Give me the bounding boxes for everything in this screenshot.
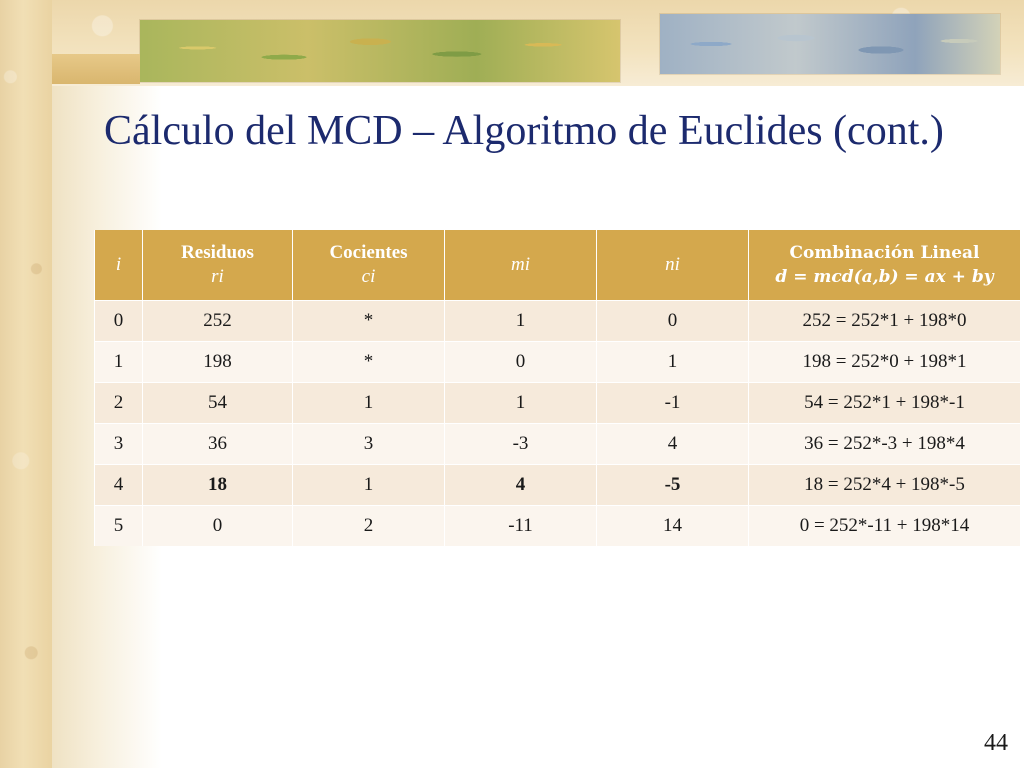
header-cocientes	[293, 230, 445, 301]
table-row	[95, 424, 1021, 465]
cell-m: -3	[445, 424, 597, 465]
cell-residuo: 18	[143, 465, 293, 506]
cell-cociente: 1	[293, 465, 445, 506]
decorative-left-strip	[0, 0, 52, 768]
cell-residuo: 0	[143, 506, 293, 547]
cell-combinacion: 54 = 252*1 + 198*-1	[749, 383, 1021, 424]
table-row	[95, 301, 1021, 342]
cell-i: 1	[95, 342, 143, 383]
cell-n: 0	[597, 301, 749, 342]
table-row	[95, 465, 1021, 506]
table-row	[95, 506, 1021, 547]
decorative-leaf-image	[660, 14, 1000, 74]
header-cocientes-sub: ci	[361, 266, 376, 287]
cell-n: -5	[597, 465, 749, 506]
cell-i: 5	[95, 506, 143, 547]
slide-title: Cálculo del MCD – Algoritmo de Euclides (cont.)	[104, 108, 944, 154]
cell-m: 1	[445, 301, 597, 342]
cell-m: 1	[445, 383, 597, 424]
cell-n: 14	[597, 506, 749, 547]
cell-combinacion: 0 = 252*-11 + 198*14	[749, 506, 1021, 547]
header-n: ni	[597, 230, 749, 301]
header-residuos-sub: ri	[211, 266, 224, 287]
cell-cociente: 2	[293, 506, 445, 547]
cell-m: 4	[445, 465, 597, 506]
cell-residuo: 36	[143, 424, 293, 465]
cell-residuo: 54	[143, 383, 293, 424]
cell-i: 4	[95, 465, 143, 506]
cell-i: 0	[95, 301, 143, 342]
cell-residuo: 252	[143, 301, 293, 342]
header-i: i	[95, 230, 143, 301]
cell-combinacion: 18 = 252*4 + 198*-5	[749, 465, 1021, 506]
cell-combinacion: 36 = 252*-3 + 198*4	[749, 424, 1021, 465]
cell-cociente: 3	[293, 424, 445, 465]
header-combinacion	[749, 230, 1021, 301]
cell-n: 4	[597, 424, 749, 465]
cell-n: 1	[597, 342, 749, 383]
header-combinacion-label: Combinación Lineal	[789, 243, 980, 263]
cell-cociente: *	[293, 342, 445, 383]
cell-n: -1	[597, 383, 749, 424]
euclid-table	[94, 230, 1021, 546]
cell-cociente: *	[293, 301, 445, 342]
cell-m: 0	[445, 342, 597, 383]
header-residuos-label: Residuos	[181, 242, 254, 263]
cell-cociente: 1	[293, 383, 445, 424]
cell-i: 2	[95, 383, 143, 424]
cell-combinacion: 198 = 252*0 + 198*1	[749, 342, 1021, 383]
header-m: mi	[445, 230, 597, 301]
header-combinacion-sub: d = mcd(a,b) = ax + by	[775, 267, 994, 287]
page-number: 44	[984, 730, 1008, 756]
decorative-leaf-image	[140, 20, 620, 82]
table-row	[95, 342, 1021, 383]
cell-combinacion: 252 = 252*1 + 198*0	[749, 301, 1021, 342]
cell-residuo: 198	[143, 342, 293, 383]
header-cocientes-label: Cocientes	[329, 242, 408, 263]
table-header-row	[95, 230, 1021, 301]
cell-i: 3	[95, 424, 143, 465]
table-row	[95, 383, 1021, 424]
header-residuos	[143, 230, 293, 301]
cell-m: -11	[445, 506, 597, 547]
